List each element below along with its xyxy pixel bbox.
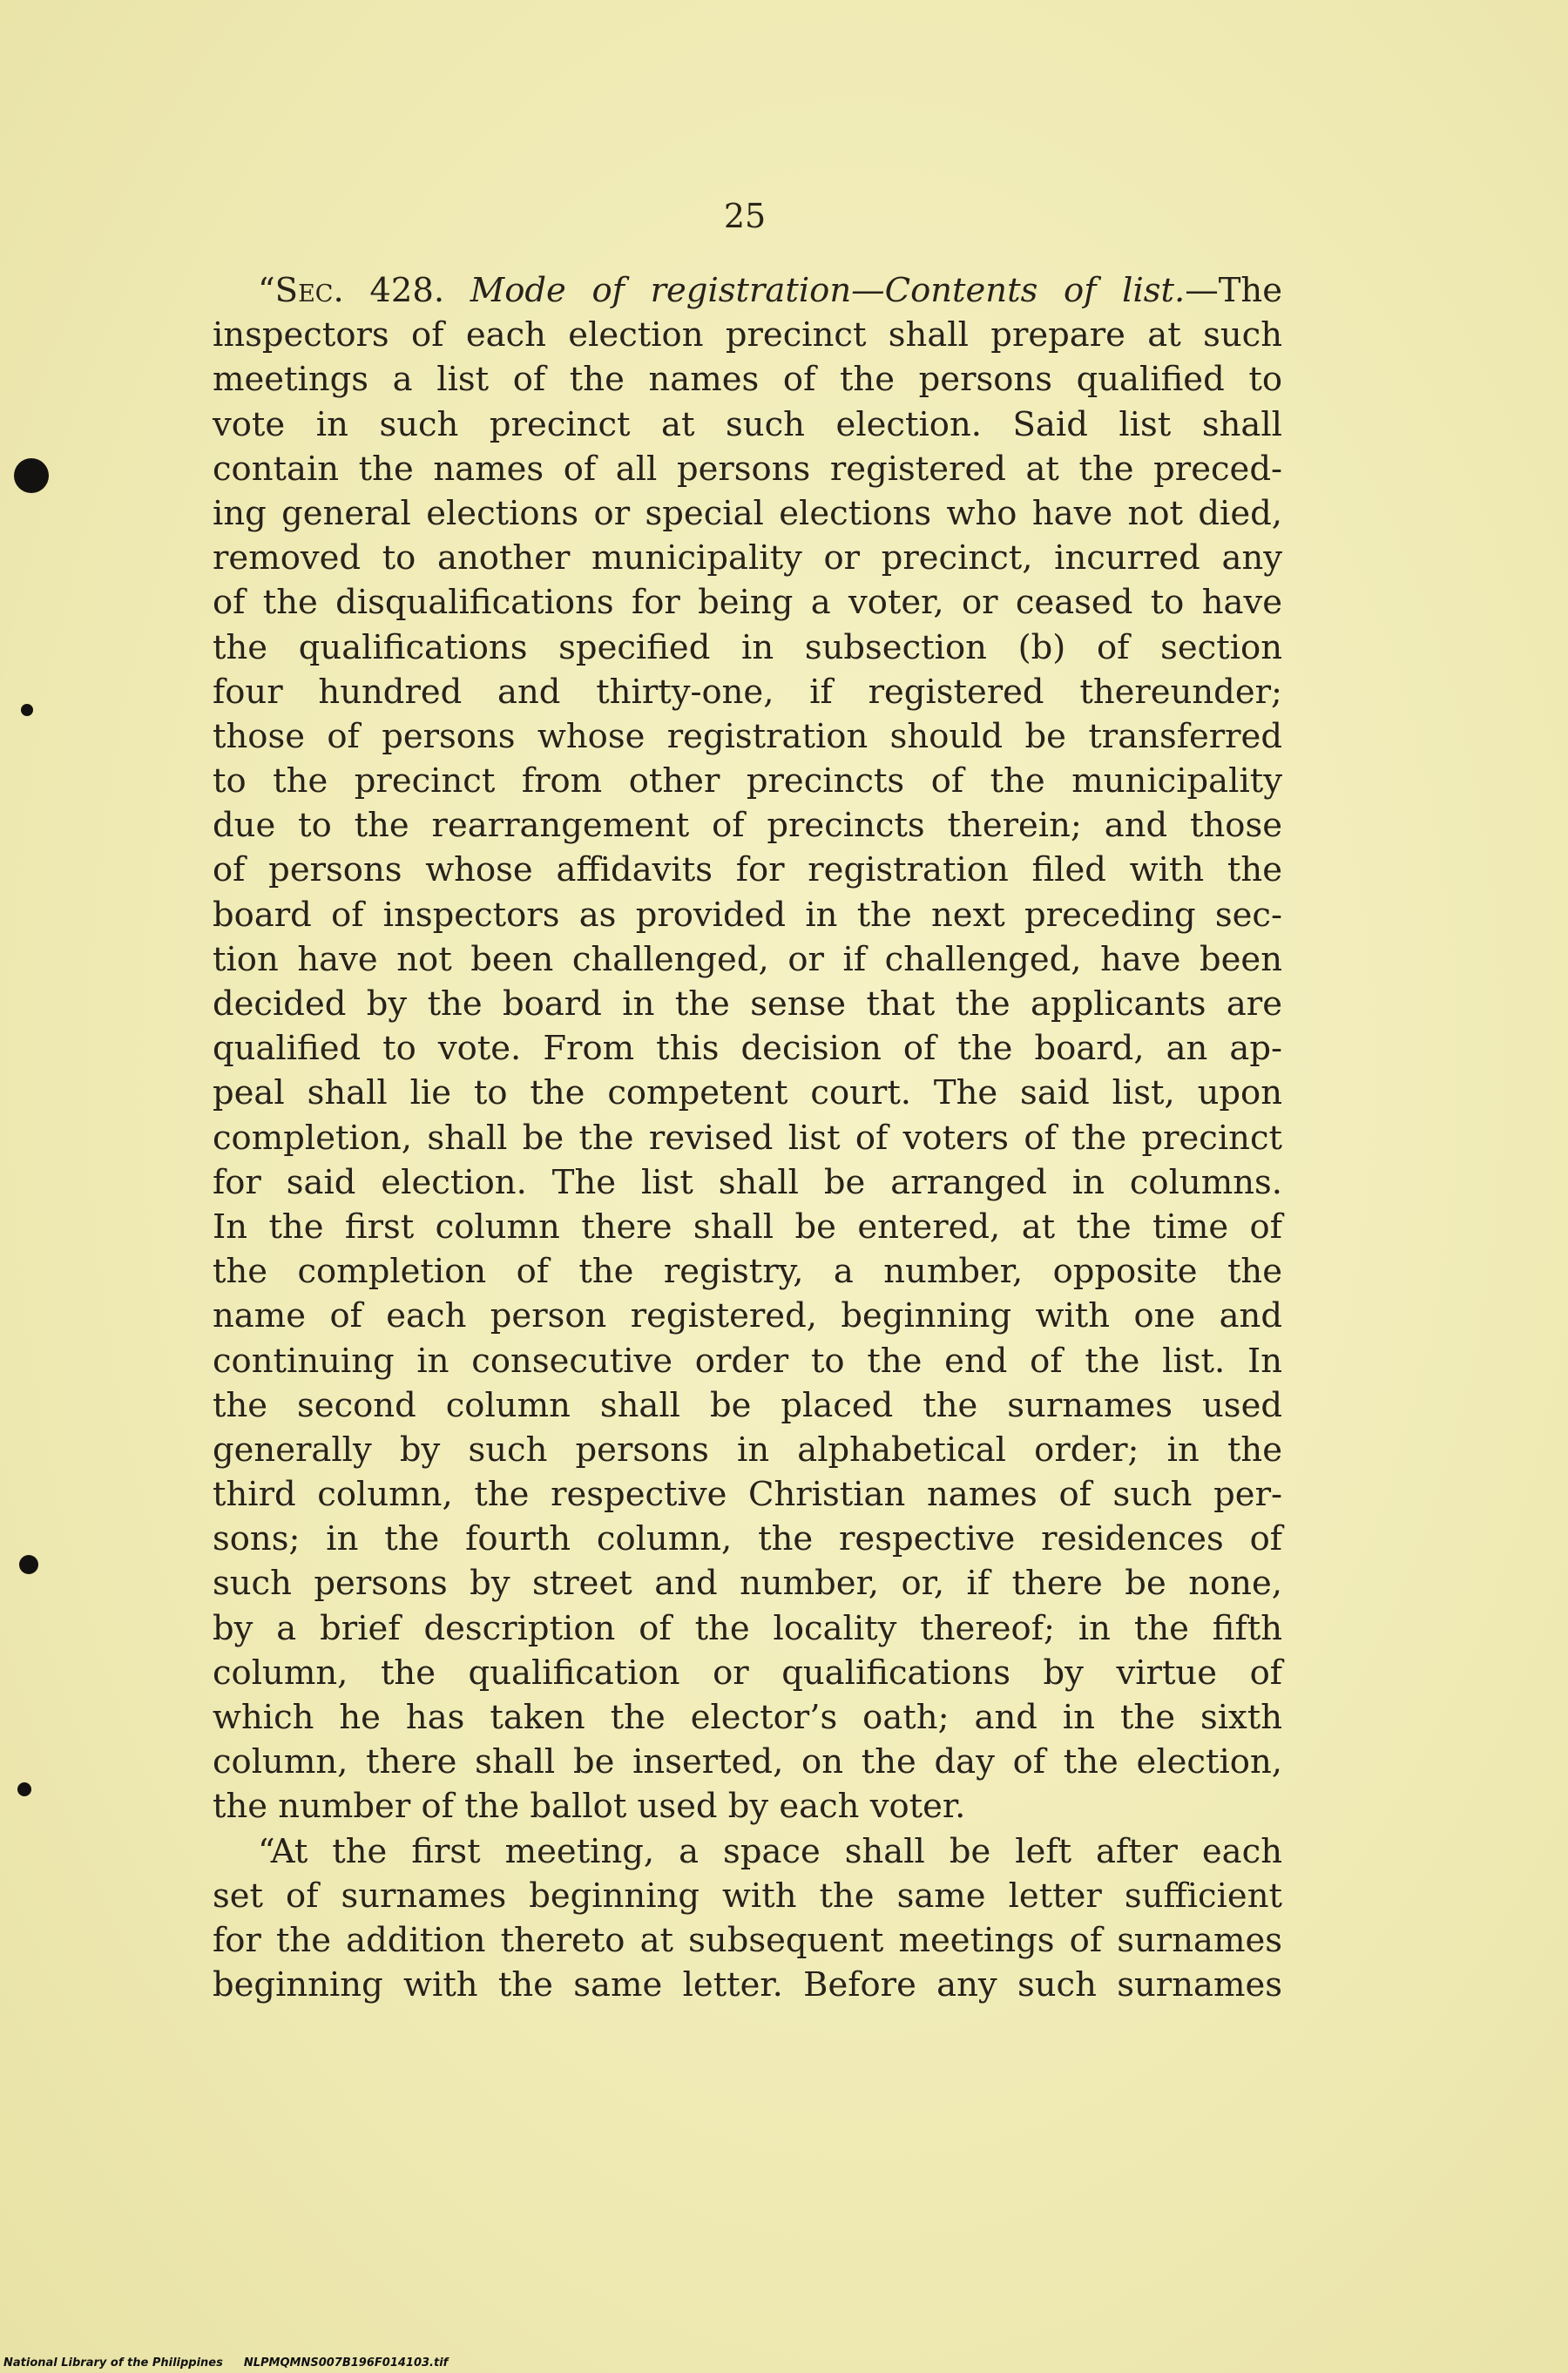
text-line: of persons whose affidavits for registration filed with the: [213, 850, 1282, 890]
text-line: of the disqualifications for being a voter, or ceased to have: [213, 583, 1282, 623]
text-line: sons; in the fourth column, the respective residences of: [213, 1519, 1282, 1559]
library-credit: National Library of the Philippines: [3, 2356, 223, 2370]
text-line: ing general elections or special elections who have not died,: [213, 493, 1282, 533]
text-line: inspectors of each election precinct shall prepare at such: [213, 315, 1282, 355]
text-line: for the addition thereto at subsequent meetings of surnames: [213, 1920, 1282, 1960]
text-line: removed to another municipality or precinct, incurred any: [213, 538, 1282, 578]
text-line: the second column shall be placed the surnames used: [213, 1385, 1282, 1425]
text-line: which he has taken the elector’s oath; and in the sixth: [213, 1698, 1282, 1737]
text-line: tion have not been challenged, or if challenged, have been: [213, 939, 1282, 979]
text-line: third column, the respective Christian names of such per-: [213, 1475, 1282, 1515]
text-line: generally by such persons in alphabetical order; in the: [213, 1430, 1282, 1470]
text-line: the completion of the registry, a number, opposite the: [213, 1252, 1282, 1292]
file-id: NLPMQMNS007B196F014103.tif: [243, 2356, 449, 2370]
text-line: continuing in consecutive order to the end of the list. In: [213, 1341, 1282, 1381]
text-line: such persons by street and number, or, if there be none,: [213, 1564, 1282, 1604]
page-number: 25: [723, 197, 767, 235]
text-line: beginning with the same letter. Before any such surnames: [213, 1965, 1282, 2005]
text-line: qualified to vote. From this decision of the board, an ap-: [213, 1029, 1282, 1069]
paragraph-first-line: “At the first meeting, a space shall be left after each: [258, 1831, 1282, 1871]
section-title: Mode of registration—Contents of list.: [470, 271, 1186, 310]
text-line: for said election. The list shall be arranged in columns.: [213, 1162, 1282, 1202]
text-line: due to the rearrangement of precincts therein; and those: [213, 806, 1282, 846]
binding-hole: [14, 458, 49, 493]
section-heading-line: “Sec. 428. Mode of registration—Contents of list.—The: [258, 271, 1282, 310]
text-line: by a brief description of the locality thereof; in the fifth: [213, 1608, 1282, 1648]
document-body: [213, 268, 1282, 2007]
text-line: meetings a list of the names of the persons qualified to: [213, 360, 1282, 400]
text-line: four hundred and thirty-one, if registered thereunder;: [213, 672, 1282, 712]
binding-hole: [21, 704, 33, 716]
text-line: the number of the ballot used by each voter.: [213, 1787, 966, 1827]
text-line: column, the qualification or qualifications by virtue of: [213, 1653, 1282, 1693]
text-line: name of each person registered, beginning with one and: [213, 1296, 1282, 1336]
text-line: peal shall lie to the competent court. The said list, upon: [213, 1073, 1282, 1113]
text-line: decided by the board in the sense that the applicants are: [213, 984, 1282, 1024]
text-line: contain the names of all persons registered at the preced-: [213, 449, 1282, 489]
text-line: completion, shall be the revised list of voters of the precinct: [213, 1118, 1282, 1158]
text-line: those of persons whose registration should be transferred: [213, 716, 1282, 756]
text-line: set of surnames beginning with the same letter sufficient: [213, 1876, 1282, 1916]
scan-footer: [3, 2356, 448, 2370]
binding-hole: [19, 1555, 38, 1574]
text-line: to the precinct from other precincts of the municipality: [213, 761, 1282, 801]
text-line: the qualifications specified in subsection (b) of section: [213, 627, 1282, 667]
text-line: board of inspectors as provided in the next preceding sec-: [213, 895, 1282, 935]
binding-hole: [17, 1782, 31, 1796]
text-line: In the first column there shall be entered, at the time of: [213, 1207, 1282, 1247]
text-line: column, there shall be inserted, on the day of the election,: [213, 1742, 1282, 1782]
text-line: vote in such precinct at such election. Said list shall: [213, 404, 1282, 444]
